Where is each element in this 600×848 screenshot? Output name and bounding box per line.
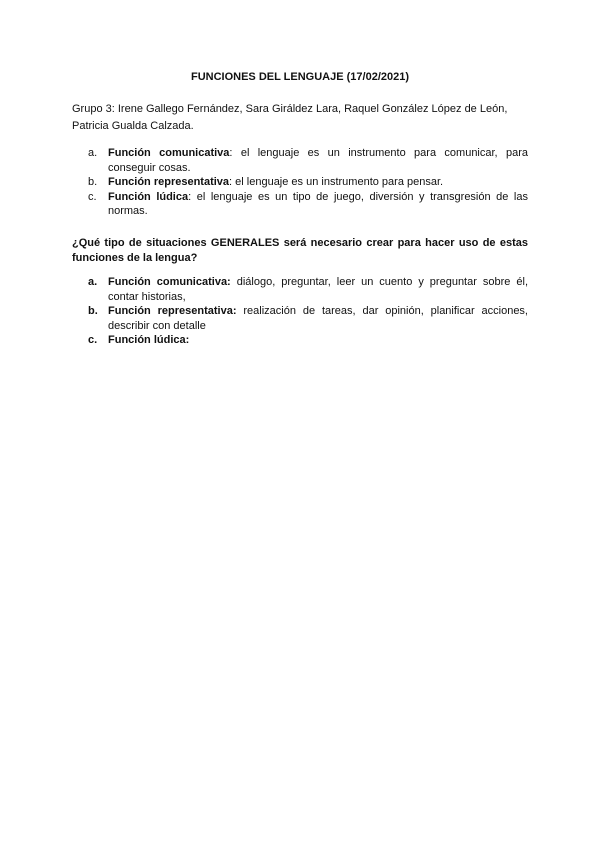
list-marker: a. (88, 276, 98, 288)
answers-list (88, 275, 528, 348)
list-marker: c. (88, 190, 97, 203)
list-item (88, 275, 528, 304)
answer-description: diálogo, preguntar, leer un cuento y preguntar sobre él, contar historias, (108, 276, 529, 303)
answer-description: realización de tareas, dar opinión, planificar acciones, describir con detalle (108, 305, 528, 332)
function-term: Función lúdica (108, 190, 189, 203)
function-term: Función comunicativa (108, 147, 230, 159)
list-marker: a. (88, 147, 98, 159)
answer-term: Función comunicativa: (108, 276, 231, 288)
list-marker: b. (88, 305, 98, 317)
function-description: : el lenguaje es un instrumento para pensar. (229, 176, 444, 188)
function-description: : el lenguaje es un instrumento para comunicar, para conseguir cosas. (108, 147, 528, 174)
function-term: Función representativa (108, 176, 230, 188)
functions-list (88, 146, 528, 219)
answer-term: Función representativa: (108, 305, 237, 317)
function-description: : el lenguaje es un tipo de juego, diversión y transgresión de las normas. (108, 190, 528, 217)
list-marker: c. (88, 334, 98, 346)
document-title: FUNCIONES DEL LENGUAJE (17/02/2021) (190, 71, 410, 83)
list-item (88, 146, 528, 175)
question-heading: ¿Qué tipo de situaciones GENERALES será necesario crear para hacer uso de estas funciones de la lengua? (72, 237, 528, 264)
list-item (88, 175, 528, 190)
authors-line: Grupo 3: Irene Gallego Fernández, Sara Giráldez Lara, Raquel González López de León, Patricia Gualda Calzada. (72, 103, 508, 132)
list-item (88, 304, 528, 333)
list-item (88, 190, 528, 219)
list-marker: b. (88, 176, 98, 188)
list-item (88, 333, 528, 348)
answer-term: Función lúdica: (108, 334, 190, 346)
